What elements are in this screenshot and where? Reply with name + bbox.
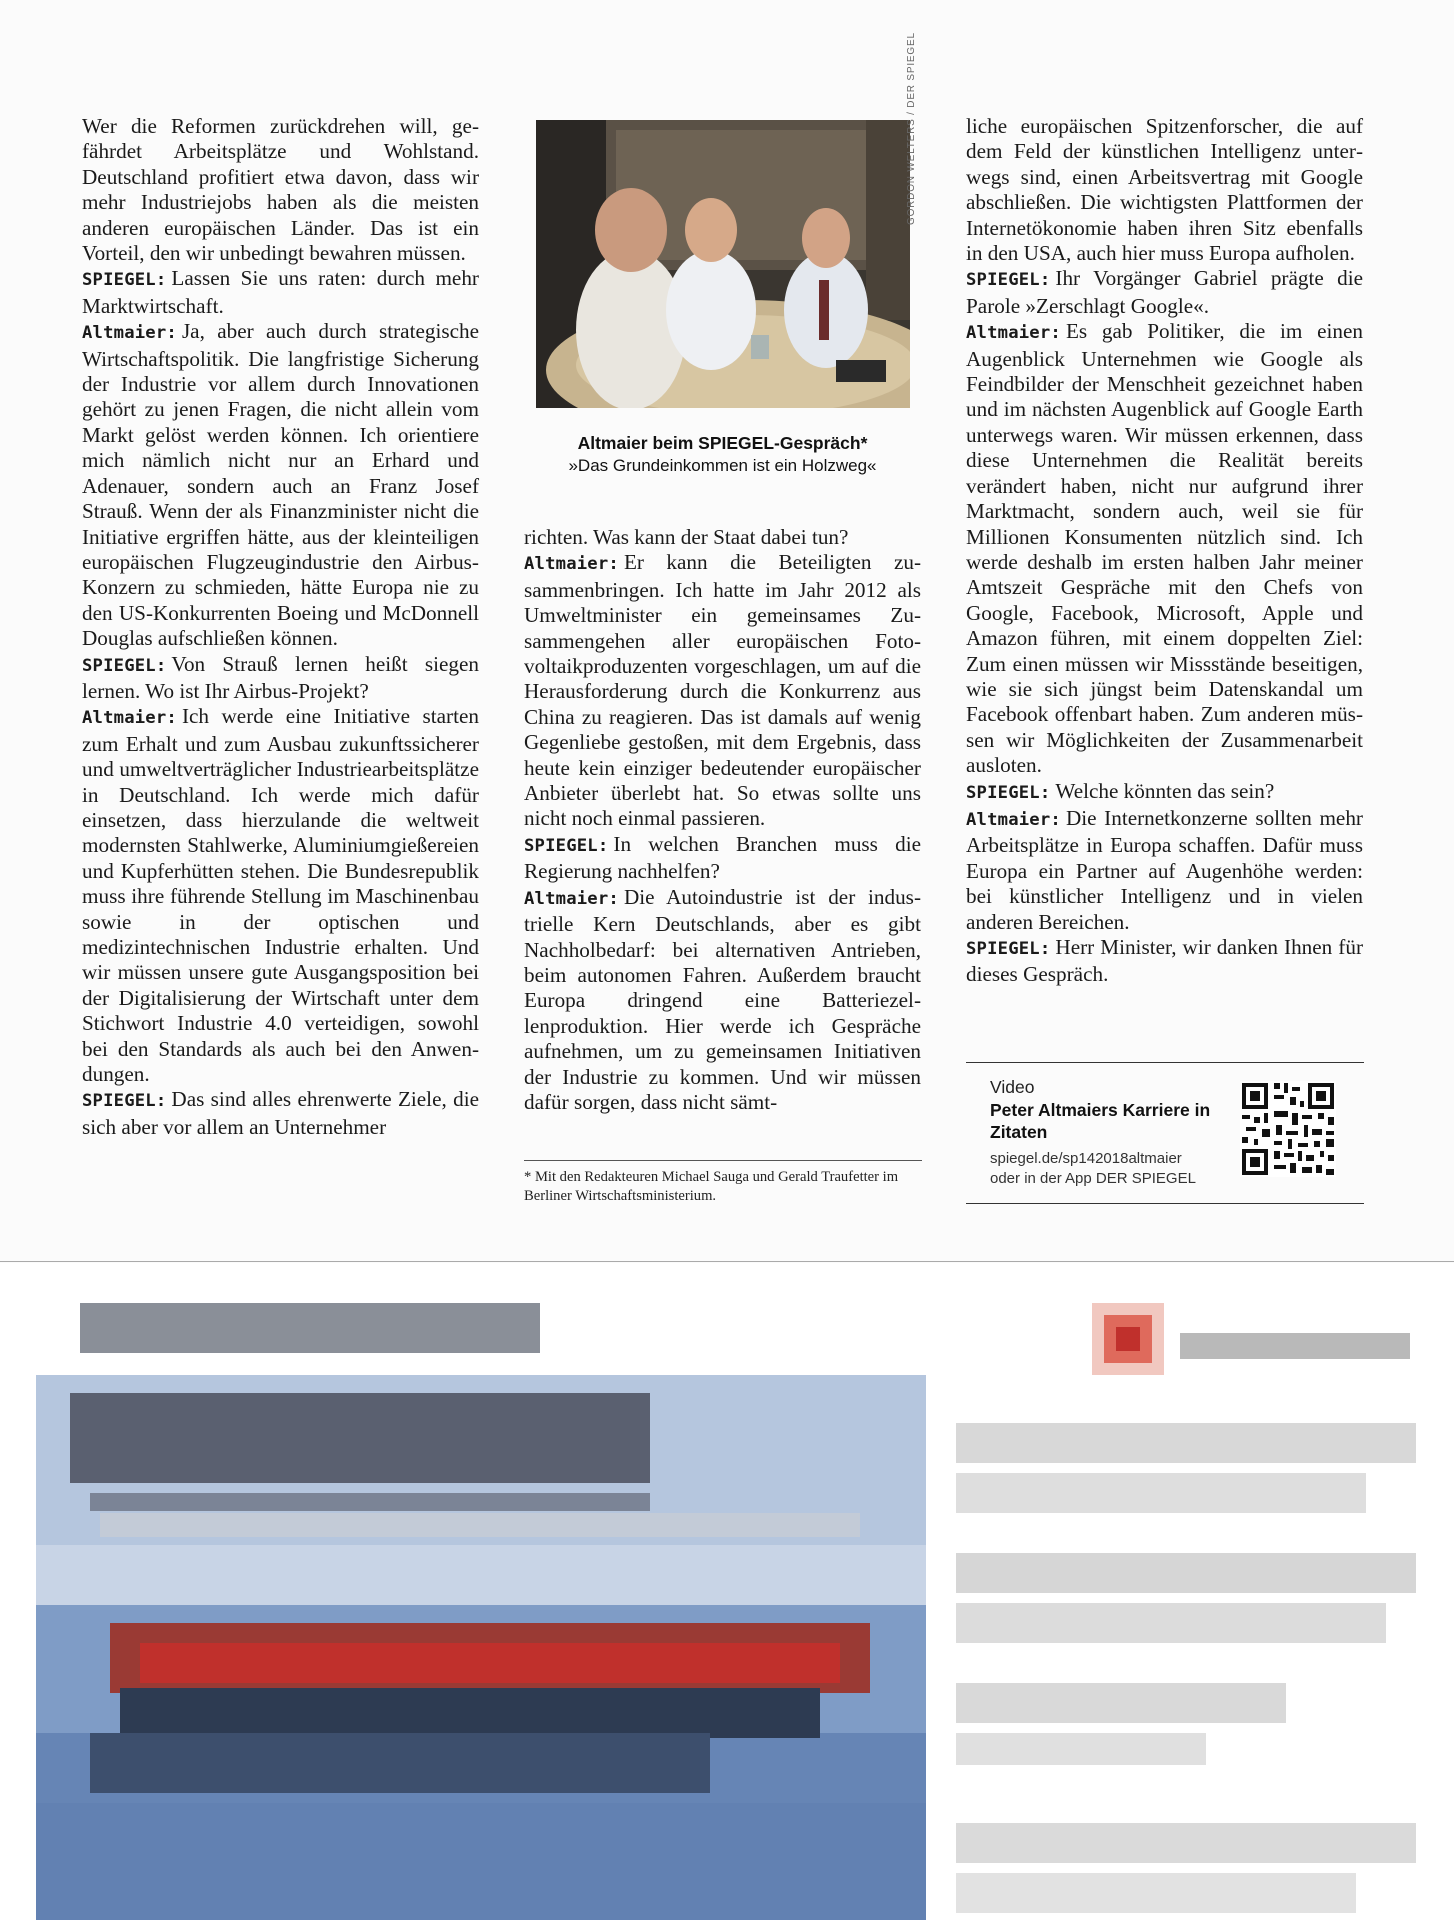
article-paragraph (966, 806, 1363, 935)
text-column-2 (524, 525, 921, 1115)
speaker-label: Altmaier: (524, 888, 619, 909)
text-column-3 (966, 114, 1363, 988)
paragraph-text: Ihr Vorgänger Gabriel prägte die Parole »Zerschlagt Google«. (966, 266, 1363, 318)
paragraph-text: Das sind alles ehrenwerte Ziele, die sich aber vor allem an Unternehmer (82, 1087, 479, 1139)
photo-caption (524, 432, 921, 477)
article-paragraph (524, 550, 921, 831)
speaker-label: SPIEGEL: (966, 782, 1051, 803)
article-paragraph (82, 266, 479, 319)
caption-title: Altmaier beim SPIEGEL-Gespräch* (577, 433, 868, 453)
speaker-label: Altmaier: (82, 708, 177, 729)
paragraph-text: Die Autoindustrie ist der industrielle Kern Deutschlands, aber es gibt Nachholbedarf: bei alternativen Antrieben, beim autonomen Fahren. Außerdem braucht Europa dringend eine Batteriezellenproduktion. Hier werde ich Gespräche aufnehmen, um zu gemeinsamen Initiativen der Industrie zu kommen. Und wir müssen dafür sorgen, dass nicht sämt- (524, 884, 921, 1114)
video-app-note: oder in der App DER SPIEGEL (990, 1170, 1196, 1187)
footnote-rule (524, 1160, 922, 1161)
paragraph-text: Die Internetkonzerne sollten mehr Arbeitsplätze in Europa schaffen. Dafür muss Europa ein Partner auf Augenhöhe werden: bei künstlicher Intelligenz und in vielen anderen Bereichen. (966, 805, 1363, 934)
article-paragraph (82, 319, 479, 651)
speaker-label: SPIEGEL: (82, 1091, 167, 1112)
paragraph-text: Herr Minister, wir danken Ihnen für dieses Gespräch. (966, 935, 1363, 987)
paragraph-text: Von Strauß lernen heißt siegen lernen. Wo ist Ihr Airbus-Projekt? (82, 651, 479, 703)
video-link[interactable] (990, 1149, 1196, 1189)
text-column-1 (82, 114, 479, 1140)
paragraph-text: Er kann die Beteiligten zusammenbringen. Ich hatte im Jahr 2012 als Umweltminister ein gemeinsames Zusammengehen aller europäischen Fotovoltaikproduzenten vorgeschlagen, um auf die Herausforderung durch die Konkurrenz aus China zu reagieren. Das ist damals auf wenig Gegenliebe gestoßen, mit dem Ergebnis, dass heute kein einziger bedeutender europäischer Anbieter überlebt hat. So etwas sollte uns nicht noch einmal passieren. (524, 550, 921, 831)
video-url[interactable]: spiegel.de/sp142018altmaier (990, 1150, 1182, 1167)
article-paragraph (82, 114, 479, 266)
advertisement-blurred[interactable] (0, 1263, 1454, 1920)
qr-code-icon[interactable] (1240, 1081, 1336, 1177)
video-label: Video (990, 1077, 1035, 1097)
speaker-label: SPIEGEL: (82, 655, 167, 676)
speaker-label: Altmaier: (966, 809, 1061, 830)
article-paragraph (966, 114, 1363, 266)
speaker-label: SPIEGEL: (82, 270, 167, 291)
paragraph-text: Lassen Sie uns raten: durch mehr Marktwirtschaft. (82, 266, 479, 318)
paragraph-text: In welchen Branchen muss die Regierung nachhelfen? (524, 831, 921, 884)
speaker-label: SPIEGEL: (524, 835, 609, 856)
speaker-label: Altmaier: (966, 323, 1061, 344)
article-paragraph (966, 779, 1363, 806)
article-paragraph (966, 319, 1363, 778)
speaker-label: Altmaier: (524, 554, 619, 575)
article-paragraph (524, 525, 921, 550)
caption-subtitle: »Das Grundeinkommen ist ein Holzweg« (568, 456, 877, 475)
article-paragraph (966, 266, 1363, 319)
advertisement-image[interactable] (0, 1263, 1454, 1920)
paragraph-text: Ich werde eine Initiative starten zum Erhalt und zum Ausbau zukunftssicherer und umweltverträglicher Industriearbeitsplätze in Deutschland. Ich werde mich dafür einsetzen, dass hierzulande die weltweit modernsten Stahlwerke, Aluminiumgießereien und Kupferhütten stehen. Die Bundesrepublik muss ihre führende Stellung im Maschinenbau sowie in der optischen und medizintechnischen Industrie erhalten. Und wir müssen unsere gute Ausgangsposition bei der Digitalisierung der Wirtschaft unter dem Stichwort Industrie 4.0 verteidigen, sowohl bei den Standards als auch bei den Anwendungen. (82, 704, 479, 1087)
paragraph-text: Es gab Politiker, die im einen Augenblick Unternehmen wie Google als Feindbilder der Menschheit gezeichnet haben und im nächsten Augenblick auf Google Earth unterwegs waren. Wir müssen erkennen, dass diese Unternehmen die Realität bereits verändert haben, nicht nur aufgrund ihrer Marktmacht, sondern auch, weil sie für Millionen Konsumenten nützlich sind. Ich werde deshalb im ersten halben Jahr meiner Amtszeit Gespräche mit den Chefs von Google, Facebook, Microsoft, Apple und Amazon führen, mit einem doppelten Ziel: Zum einen müssen wir Missstände beseitigen, wie sie sich jüngst beim Datenskandal um Facebook offenbart haben. Zum anderen müssen wir Möglichkeiten der Zusammenarbeit ausloten. (966, 319, 1363, 778)
paragraph-text: richten. Was kann der Staat dabei tun? (524, 525, 849, 549)
paragraph-text: Ja, aber auch durch strategische Wirtschaftspolitik. Die langfristige Sicherung der Industrie vor allem durch Innovationen gehört zu jenen Fragen, die nicht allein vom Markt gelöst werden können. Ich orientiere mich nämlich nicht nur an Erhard und Adenauer, sondern auch an Franz Josef Strauß. Wenn der als Finanzminister nicht die Initiative ergriffen hätte, aus der kleinteiligen europäischen Flugzeugindustrie den Airbus-Konzern zu schmieden, hätte Europa nie zu den US-Konkurrenten Boeing und McDonnell Douglas aufschließen können. (82, 319, 479, 651)
video-title[interactable]: Peter Altmaiers Karriere in Zitaten (990, 1100, 1211, 1142)
footnote: * Mit den Redakteuren Michael Sauga und Gerald Traufetter im Berliner Wirtschaftsministerium. (524, 1169, 899, 1204)
speaker-label: SPIEGEL: (966, 939, 1051, 959)
article-paragraph (82, 652, 479, 705)
interview-photo (536, 120, 910, 408)
article-paragraph (524, 832, 921, 885)
article-paragraph (82, 1087, 479, 1140)
article-paragraph (966, 935, 1363, 988)
paragraph-text: Welche könnten das sein? (1055, 778, 1275, 803)
speaker-label: SPIEGEL: (966, 270, 1051, 291)
photo-credit: GORDON WELTERS / DER SPIEGEL (906, 32, 917, 225)
paragraph-text: liche europäischen Spitzenforscher, die auf dem Feld der künstlichen Intelligenz unterwegs sind, einen Arbeitsvertrag mit Google abschließen. Die wichtigsten Plattformen der Internetökonomie haben ihren Sitz ebenfalls in den USA, auch hier muss Europa aufholen. (966, 114, 1363, 266)
article-paragraph (524, 885, 921, 1116)
speaker-label: Altmaier: (82, 323, 177, 344)
section-divider (0, 1261, 1454, 1262)
video-teaser[interactable] (966, 1062, 1364, 1204)
article-paragraph (82, 704, 479, 1087)
interview-photo-image (536, 120, 910, 408)
paragraph-text: Wer die Reformen zurückdrehen will, gefährdet Arbeitsplätze und Wohlstand. Deutschland profitiert etwa davon, dass wir mehr Industriejobs haben als die meisten anderen europäischen Länder. Das ist ein Vorteil, den wir unbedingt bewahren müssen. (82, 114, 479, 266)
